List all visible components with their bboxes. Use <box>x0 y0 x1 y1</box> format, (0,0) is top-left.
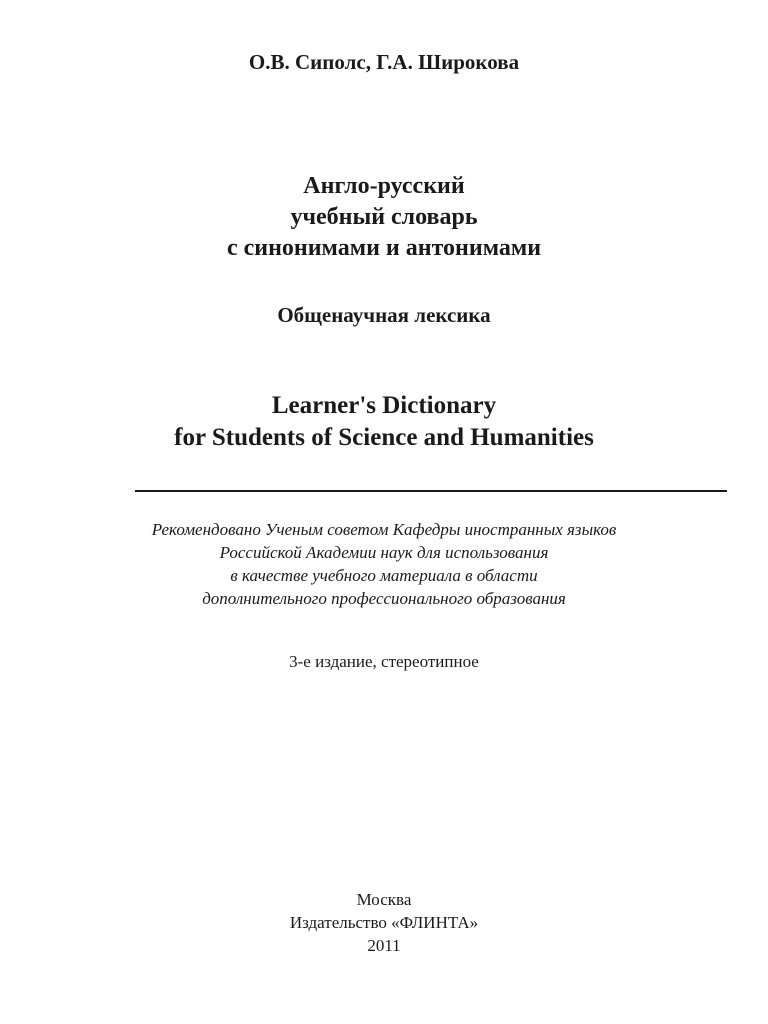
imprint-publisher: Издательство «ФЛИНТА» <box>289 913 479 932</box>
imprint-city: Москва <box>356 890 412 909</box>
recommendation-line-2: Российской Академии наук для использования <box>219 543 549 562</box>
imprint-year: 2011 <box>367 936 401 955</box>
title-ru-line-3: с синонимами и антонимами <box>226 235 542 261</box>
title-ru-line-1: Англо-русский <box>303 173 465 199</box>
title-en-line-2: for Students of Science and Humanities <box>174 424 594 451</box>
subtitle-ru: Общенаучная лексика <box>277 303 491 327</box>
recommendation-line-3: в качестве учебного материала в области <box>230 566 538 585</box>
title-ru-line-2: учебный словарь <box>290 204 478 230</box>
title-en-line-1: Learner's Dictionary <box>271 392 497 419</box>
edition-note: 3-е издание, стереотипное <box>289 652 479 671</box>
recommendation-line-1: Рекомендовано Ученым советом Кафедры иностранных языков <box>151 520 617 539</box>
divider-rule <box>135 490 727 492</box>
recommendation-line-4: дополнительного профессионального образования <box>202 589 566 608</box>
authors: О.В. Сиполс, Г.А. Широкова <box>248 50 520 74</box>
